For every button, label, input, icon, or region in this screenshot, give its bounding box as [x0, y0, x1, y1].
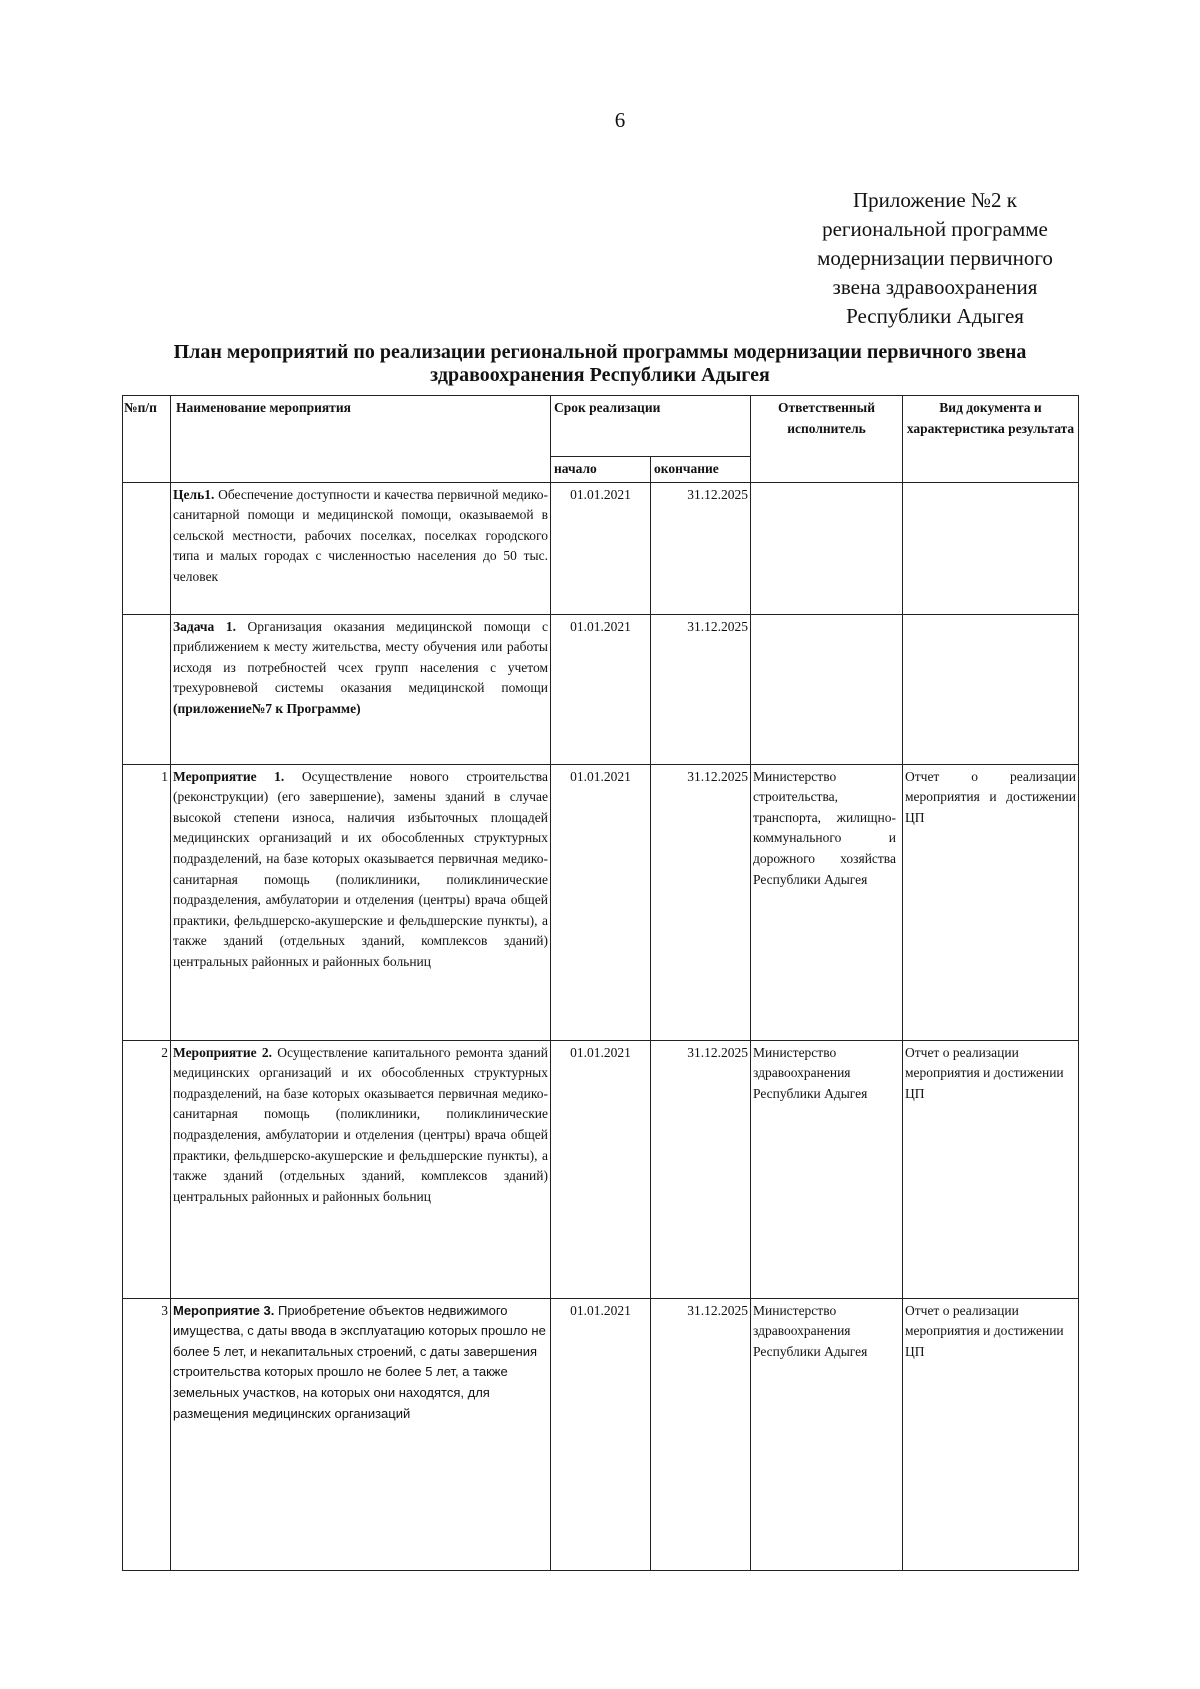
row-num	[123, 482, 171, 614]
table-row	[123, 614, 1079, 764]
page-number: 6	[614, 108, 626, 132]
row-end: 31.12.2025	[651, 1298, 751, 1570]
table-row	[123, 482, 1079, 614]
appendix-line: Приложение №2 к	[853, 188, 1017, 212]
header-num: №п/п	[123, 396, 171, 483]
row-executor: Министерство строительства, транспорта, жилищно-коммунального и дорожного хозяйства Республики Адыгея	[751, 764, 903, 1040]
table-row	[123, 1298, 1079, 1570]
row-name	[171, 482, 551, 614]
row-label: Мероприятие 3.	[173, 1302, 275, 1318]
row-end: 31.12.2025	[651, 482, 751, 614]
row-label: Цель1.	[173, 486, 215, 502]
row-executor	[751, 482, 903, 614]
row-start: 01.01.2021	[551, 482, 651, 614]
row-name	[171, 614, 551, 764]
appendix-note	[790, 186, 1080, 331]
header-doc: Вид документа и характеристика результата	[903, 396, 1079, 483]
header-executor: Ответственный исполнитель	[751, 396, 903, 483]
row-num: 2	[123, 1040, 171, 1298]
table-row	[123, 1040, 1079, 1298]
row-doc	[903, 482, 1079, 614]
row-end: 31.12.2025	[651, 1040, 751, 1298]
row-end: 31.12.2025	[651, 764, 751, 1040]
header-start: начало	[551, 457, 651, 483]
appendix-line: Республики Адыгея	[846, 304, 1024, 328]
row-doc: Отчет о реализации мероприятия и достижении ЦП	[903, 1298, 1079, 1570]
row-end: 31.12.2025	[651, 614, 751, 764]
row-doc: Отчет о реализации мероприятия и достижении ЦП	[903, 1040, 1079, 1298]
appendix-line: региональной программе	[822, 217, 1048, 241]
row-text: Обеспечение доступности и качества первичной медико-санитарной помощи и медицинской помощи, оказываемой в сельской местности, рабочих поселках, поселках городского типа и малых городах с численностью населения до 50 тыс. человек	[173, 486, 548, 584]
title-line: План мероприятий по реализации региональной программы модернизации первичного звена	[173, 341, 1027, 363]
row-start: 01.01.2021	[551, 1040, 651, 1298]
row-start: 01.01.2021	[551, 1298, 651, 1570]
row-executor: Министерство здравоохранения Республики Адыгея	[751, 1040, 903, 1298]
row-text: Осуществление капитального ремонта зданий медицинских организаций и их обособленных структурных подразделений, на базе которых оказывается первичная медико-санитарная помощь (поликлиники, поликлинические подразделения, амбулатории и отделения (центры) врача общей практики, фельдшерско-акушерские и фельдшерские пункты), а также зданий (отдельных зданий, комплексов зданий) центральных районных и районных больниц	[173, 1044, 548, 1204]
row-label: Мероприятие 1.	[173, 768, 285, 784]
row-name	[171, 1040, 551, 1298]
header-period: Срок реализации	[551, 396, 751, 457]
row-name	[171, 764, 551, 1040]
row-num: 1	[123, 764, 171, 1040]
appendix-line: модернизации первичного	[817, 246, 1053, 270]
row-suffix: (приложение№7 к Программе)	[173, 700, 361, 716]
row-text: Приобретение объектов недвижимого имущества, с даты ввода в эксплуатацию которых прошло не более 5 лет, и некапитальных строений, с даты завершения строительства которых прошло не более 5 лет, а также земельных участков, на которых они находятся, для размещения медицинских организаций	[173, 1302, 546, 1421]
row-text: Организация оказания медицинской помощи с приближением к месту жительства, месту обучения или работы исходя из потребностей чсех групп населения с учетом трехуровневой системы оказания медицинской помощи	[173, 618, 548, 696]
appendix-line: звена здравоохранения	[832, 275, 1038, 299]
plan-table	[122, 395, 1079, 1571]
row-executor	[751, 614, 903, 764]
row-start: 01.01.2021	[551, 764, 651, 1040]
table-row	[123, 764, 1079, 1040]
row-start: 01.01.2021	[551, 614, 651, 764]
row-num	[123, 614, 171, 764]
header-end: окончание	[651, 457, 751, 483]
row-label: Мероприятие 2.	[173, 1044, 272, 1060]
title-line: здравоохранения Республики Адыгея	[430, 364, 770, 386]
row-doc: Отчет о реализации мероприятия и достижении ЦП	[903, 764, 1079, 1040]
row-doc	[903, 614, 1079, 764]
header-name: Наименование мероприятия	[171, 396, 551, 483]
row-text: Осуществление нового строительства (реконструкции) (его завершение), замены зданий в случае высокой степени износа, наличия избыточных площадей медицинских организаций и их обособленных структурных подразделений, на базе которых оказывается первичная медико-санитарная помощь (поликлиники, поликлинические подразделения, амбулатории и отделения (центры) врача общей практики, фельдшерско-акушерские и фельдшерские пункты), а также зданий (отдельных зданий, комплексов зданий) центральных районных и районных больниц	[173, 768, 548, 969]
row-num: 3	[123, 1298, 171, 1570]
row-executor: Министерство здравоохранения Республики Адыгея	[751, 1298, 903, 1570]
table-header-row	[123, 396, 1079, 457]
row-name	[171, 1298, 551, 1570]
document-title	[120, 341, 1080, 387]
row-label: Задача 1.	[173, 618, 236, 634]
